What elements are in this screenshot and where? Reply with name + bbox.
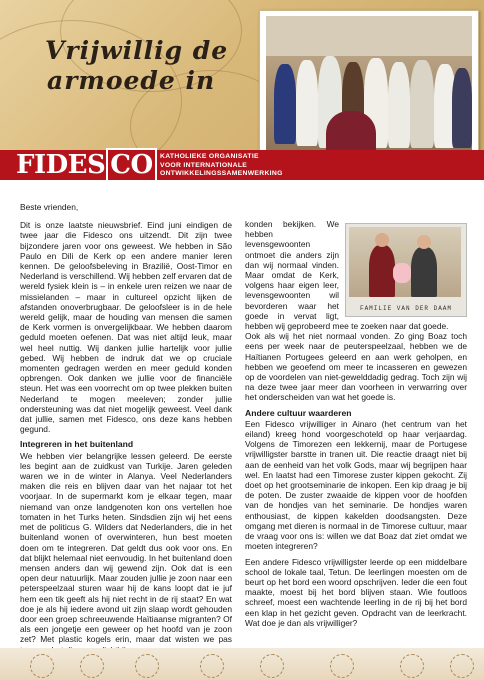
logo-subtitle-line-3: ONTWIKKELINGSSAMENWERKING xyxy=(160,170,283,177)
paragraph-intro: Dit is onze laatste nieuwsbrief. Eind juni eindigen de twee jaar die Fidesco ons uitzendt. Dit zijn twee bijzondere jaren voor ons geweest. We hebben in São Paulo en Dili de Kerk op een andere manier leren kennen. De geloofsbeleving in Brazilië, Oost-Timor en Nederland is verschillend. Wij hebben zelf ervaren dat de wereld fysiek klein is – in enkele uren reizen we naar de missielanden – maar in cultureel opzicht lijken de afstanden onoverbrugbaar. De geloofsleer is in de hele wereld gelijk, maar de houding van mensen die samen de Kerk vormen is onvergelijkbaar. We hebben daarom geduld moeten oefenen. Dat was niet altijd leuk, maar wel heel nuttig. Wij danken jullie hartelijk voor jullie gebed. Wij hebben de indruk dat we op cruciale momenten gedragen werden en meer geduld konden opbrengen. Ook danken we jullie voor de financiële steun. Het was een voorrecht om op twee plekken buiten Nederland te mogen meeleven; zonder jullie ondersteuning was dat niet mogelijk geweest. Veel dank dat jullie, samen met Fidesco, ons deze kans hebben gegund. xyxy=(20,220,232,435)
group-photo xyxy=(259,10,479,167)
right-column xyxy=(245,219,467,633)
group-photo-image xyxy=(266,16,472,161)
paragraph-customs: konden bekijken. We hebben levensgewoonten ontmoet die anders zijn dan wij normaal vinden. Maar omdat de Kerk, volgens haar eigen leer, levensgewoonten wil bevorderen waar het goede in vervat ligt, hebben wij geprobeerd mee te zoeken naar dat goede. xyxy=(245,219,449,332)
newsletter-title xyxy=(45,36,228,96)
paragraph-school: Een andere Fidesco vrijwilligster leerde op een middelbare school de lokale taal, Tetun. De leerlingen moesten om de beurt op het bord een woord opschrijven. Ieder die een fout maakte, moest bij het bord blijven staan. Wie foutloos schreef, moest een wachtende leerling in de rij bij het bord een klap in het gezicht geven. Opdracht van de leerkracht. Wat doe je dan als vrijwilliger? xyxy=(245,556,467,628)
family-photo-image xyxy=(349,227,461,297)
stamp-icon xyxy=(135,654,159,678)
stamp-icon xyxy=(450,654,474,678)
paragraph-lessons: We hebben vier belangrijke lessen geleerd. De eerste les begint aan de zuidkust van Turkije. Jaren geleden waren we in de winter in Alanya. Veel Nederlanders maken die reis en blijven daar van het najaar tot het voorjaar. In de supermarkt kom je elkaar tegen, maar niemand van onze landgenoten kon ons vertellen hoe tomaten in het Turks heten. Sindsdien zijn wij het eens met de politicus G. Wilders dat Nederlanders, die in het buitenland wonen of overwinteren, hun best moeten doen om te integreren. Dat geldt dus ook voor ons. En dat blijkt helemaal niet eenvoudig. In het buitenland doen mensen anders dan wij gewend zijn. Ook dat is een open deur natuurlijk. Maar zouden jullie je zoon naar een peterspeelzaal sturen waar hij de kans loopt dat ie juf hem een tik geeft als hij niet recht in de rij staat? En wat doe je als hij iedere avond uit zijn slaap wordt gehouden door een groep schreeuwende Haïtiaanse migranten? Of als een jongetje een geweer op het hoofd van je zoon zet? Met plastic kogels erin, maar dat wisten we pas xyxy=(20,450,232,645)
stamp-icon xyxy=(330,654,354,678)
logo-subtitle-line-2: VOOR INTERNATIONALE xyxy=(160,161,248,169)
logo-name-part2: CO xyxy=(106,148,156,182)
stamp-icon xyxy=(260,654,284,678)
family-photo xyxy=(345,223,467,317)
stamp-icon xyxy=(30,654,54,678)
stamp-icon xyxy=(400,654,424,678)
left-column xyxy=(20,202,232,660)
family-photo-caption: FAMILIE VAN DER DAAM xyxy=(359,304,452,312)
title-line-2: armoede in xyxy=(47,66,216,95)
paragraph-customs-continued: Ook als wij het niet normaal vonden. Zo ging Boaz toch eens per week naar de peuterspeelzaal, hebben we de Haïtianen Portugees geleerd en aan werk geholpen, en hebben we geoefend om meer te incasseren en gewezen op de voordelen van niet-gewelddadig gedrag. Toch zijn wij na deze twee jaar meer dan voorheen in verwarring over het onderscheiden van wat het goede is. xyxy=(245,331,467,403)
logo-name-part1: FIDES xyxy=(16,150,106,180)
logo-subtitle-line-1: KATHOLIEKE ORGANISATIE xyxy=(160,153,259,160)
fidesco-logo xyxy=(16,151,157,179)
section-heading-integreren: Integreren in het buitenland xyxy=(20,439,134,450)
greeting: Beste vrienden, xyxy=(20,202,79,212)
stamp-icon xyxy=(200,654,224,678)
section-heading-cultuur: Andere cultuur waarderen xyxy=(245,407,352,418)
logo-subtitle xyxy=(160,153,283,179)
title-line-1: Vrijwillig de xyxy=(45,36,229,65)
stamp-icon xyxy=(80,654,104,678)
paragraph-culture: Een Fidesco vrijwilliger in Ainaro (het centrum van het eiland) kreeg hond voorgeschoteld op haar verjaardag. Volgens de Timorezen een lekkernij, maar de Portugese vrijwilligster barstte in tranen uit. Die reactie draagt niet bij aan de eenheid van het volk Gods, maar wij begrijpen haar wel. En laatst had een Timorese zuster kippen gekocht. Zij doet op het grootseminarie de inkopen. Een kip draag je bij de poten. De zuster zwaaide de kippen voor de hoofden van de hondjes van het seminarie. De hondjes waren enthousiast, de kippen kakelden doodsangsten. Deze omgang met dieren is normaal in de Timorese cultuur, maar de vraag voor ons is: willen we dat Boaz dat ziet omdat we moeten integreren? xyxy=(245,418,467,552)
